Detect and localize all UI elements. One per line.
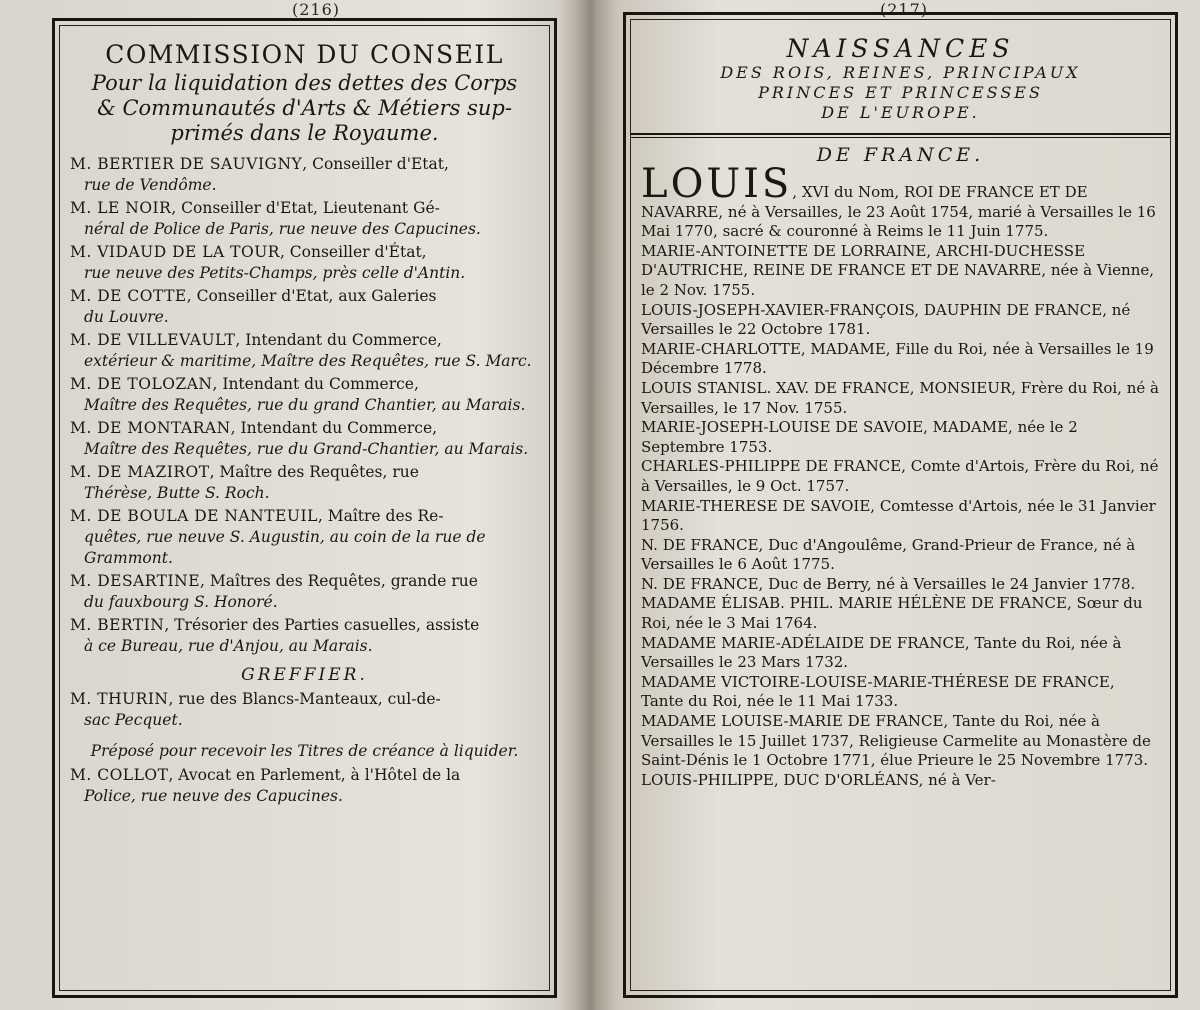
subtitle-line: primés dans le Royaume.: [170, 121, 439, 145]
commission-member-entry: [70, 615, 539, 657]
entry-name: M. BERTIN: [70, 616, 165, 634]
entry-continuation: du fauxbourg S. Honoré.: [84, 593, 278, 611]
birth-entry: MADAME ÉLISAB. PHIL. MARIE HÉLÈNE DE FRANCE, Sœur du Roi, née le 3 Mai 1764.: [641, 594, 1143, 633]
entry-text: , Trésorier des Parties casuelles, assiste: [164, 616, 480, 634]
commission-member-entry: [70, 154, 539, 196]
birth-entry: LOUIS-JOSEPH-XAVIER-FRANÇOIS, DAUPHIN DE FRANCE, né Versailles le 22 Octobre 1781.: [641, 300, 1131, 339]
commission-member-entry: [70, 242, 539, 284]
entry-continuation: Thérèse, Butte S. Roch.: [84, 484, 270, 502]
commission-member-entry: [70, 330, 539, 372]
entry-text: , Conseiller d'État,: [279, 243, 427, 261]
entry-continuation: sac Pecquet.: [84, 711, 183, 729]
entry-text: , rue des Blancs-Manteaux, cul-de-: [168, 690, 441, 708]
entry-continuation: extérieur & maritime, Maître des Requêtes, rue S. Marc.: [84, 352, 532, 370]
right-page-frame: [623, 12, 1178, 998]
entry-name: M. DE TOLOZAN: [70, 375, 213, 393]
entry-text: , Maître des Requêtes, rue: [209, 463, 419, 481]
birth-entry: LOUIS STANISL. XAV. DE FRANCE, MONSIEUR, Frère du Roi, né à Versailles, le 17 Nov. 1755.: [641, 378, 1159, 417]
birth-entry: CHARLES-PHILIPPE DE FRANCE, Comte d'Artois, Frère du Roi, né à Versailles, le 9 Oct. 1757.: [641, 457, 1159, 495]
right-page-title: NAISSANCES: [786, 34, 1015, 63]
entry-text: , Conseiller d'Etat, Lieutenant Gé-: [171, 199, 440, 217]
birth-entry: MARIE-ANTOINETTE DE LORRAINE, ARCHI-DUCHESSE D'AUTRICHE, REINE DE FRANCE ET DE NAVARRE, née à Vienne, le 2 Nov. 1755.: [641, 241, 1155, 299]
birth-entry: N. DE FRANCE, Duc d'Angoulême, Grand-Prieur de France, né à Versailles le 6 Août 1775.: [641, 535, 1136, 574]
section-heading: DE FRANCE.: [816, 144, 985, 166]
right-page-subtitle: [641, 63, 1160, 123]
entry-name: M. COLLOT: [70, 766, 169, 784]
entry-text: , Maîtres des Requêtes, grande rue: [200, 572, 478, 590]
entry-continuation: rue de Vendôme.: [84, 176, 217, 194]
left-page-frame: [52, 18, 557, 998]
birth-entry: MARIE-CHARLOTTE, MADAME, Fille du Roi, née à Versailles le 19 Décembre 1778.: [641, 339, 1154, 378]
subtitle-line: & Communautés d'Arts & Métiers sup-: [97, 96, 512, 120]
commission-member-entry: [70, 198, 539, 240]
birth-entry: MADAME VICTOIRE-LOUISE-MARIE-THÉRESE DE FRANCE, Tante du Roi, née le 11 Mai 1733.: [641, 672, 1115, 711]
entry-text: , Maître des Re-: [317, 507, 444, 525]
greffier-heading: GREFFIER.: [241, 665, 368, 685]
entry-text: , Avocat en Parlement, à l'Hôtel de la: [168, 766, 461, 784]
birth-entry-list: [641, 242, 1160, 791]
subtitle-line: DE L'EUROPE.: [821, 103, 980, 122]
entry-continuation: du Louvre.: [84, 308, 169, 326]
subtitle-line: DES ROIS, REINES, PRINCIPAUX: [720, 63, 1081, 82]
commission-member-list: [70, 154, 539, 657]
entry-text: , Intendant du Commerce,: [230, 419, 438, 437]
commission-member-entry: [70, 374, 539, 416]
entry-name: M. DE BOULA DE NANTEUIL: [70, 507, 318, 525]
entry-text: , Intendant du Commerce,: [212, 375, 419, 393]
left-page-number: (216): [292, 0, 341, 19]
commission-member-entry: [70, 418, 539, 460]
birth-entry: MADAME MARIE-ADÉLAIDE DE FRANCE, Tante du Roi, née à Versailles le 23 Mars 1732.: [641, 633, 1122, 672]
entry-continuation: à ce Bureau, rue d'Anjou, au Marais.: [84, 637, 373, 655]
entry-continuation: quêtes, rue neuve S. Augustin, au coin de la rue de Grammont.: [84, 528, 486, 567]
dropcap-name: LOUIS: [641, 161, 793, 207]
left-page-content: [59, 25, 550, 991]
entry-continuation: Maître des Requêtes, rue du grand Chantier, au Marais.: [84, 396, 526, 414]
entry-continuation: néral de Police de Paris, rue neuve des Capucines.: [84, 220, 481, 238]
entry-name: M. THURIN: [70, 690, 169, 708]
entry-name: M. BERTIER DE SAUVIGNY: [70, 155, 303, 173]
book-spine: [560, 0, 620, 1010]
subtitle-line: PRINCES ET PRINCESSES: [758, 83, 1043, 102]
birth-entry: N. DE FRANCE, Duc de Berry, né à Versailles le 24 Janvier 1778.: [641, 574, 1136, 593]
collot-entry: [70, 765, 539, 807]
prepose-text: Préposé pour recevoir les Titres de créance à liquider.: [90, 742, 519, 760]
subtitle-line: Pour la liquidation des dettes des Corps: [91, 71, 518, 95]
entry-text: , XVI du Nom, ROI DE FRANCE ET DE NAVARRE, né à Versailles, le 23 Août 1754, marié à Versailles le 16 Mai 1770, sacré & couronné à Reims le 11 Juin 1775.: [641, 183, 1156, 241]
entry-name: M. DE MONTARAN: [70, 419, 231, 437]
commission-member-entry: [70, 286, 539, 328]
birth-entry: LOUIS-PHILIPPE, DUC D'ORLÉANS, né à Ver-: [641, 770, 996, 789]
birth-entry: MARIE-JOSEPH-LOUISE DE SAVOIE, MADAME, née le 2 Septembre 1753.: [641, 418, 1078, 456]
entry-text: , Conseiller d'Etat,: [302, 155, 449, 173]
entry-name: M. LE NOIR: [70, 199, 172, 217]
birth-entry: MARIE-THERESE DE SAVOIE, Comtesse d'Artois, née le 31 Janvier 1756.: [641, 496, 1156, 535]
right-page-number: (217): [880, 0, 929, 19]
right-page-content: [630, 19, 1171, 991]
entry-continuation: Police, rue neuve des Capucines.: [84, 787, 343, 805]
entry-continuation: rue neuve des Petits-Champs, près celle d'Antin.: [84, 264, 466, 282]
entry-name: M. DE VILLEVAULT: [70, 331, 236, 349]
birth-entry: MADAME LOUISE-MARIE DE FRANCE, Tante du Roi, née à Versailles le 15 Juillet 1737, Religieuse Carmelite au Monastère de Saint-Dénis le 1 Octobre 1771, élue Prieure le 25 Novembre 1773.: [641, 712, 1151, 770]
entry-name: M. DE COTTE: [70, 287, 187, 305]
greffier-entry: [70, 689, 539, 731]
commission-member-entry: [70, 571, 539, 613]
left-page-title: COMMISSION DU CONSEIL: [105, 40, 504, 69]
entry-name: M. DESARTINE: [70, 572, 201, 590]
entry-text: , Conseiller d'Etat, aux Galeries: [186, 287, 437, 305]
commission-member-entry: [70, 506, 539, 569]
first-birth-entry: [641, 161, 1160, 242]
entry-name: M. VIDAUD DE LA TOUR: [70, 243, 280, 261]
commission-member-entry: [70, 462, 539, 504]
entry-text: , Intendant du Commerce,: [235, 331, 442, 349]
entry-name: M. DE MAZIROT: [70, 463, 210, 481]
left-page-subtitle: [70, 71, 539, 146]
entry-continuation: Maître des Requêtes, rue du Grand-Chantier, au Marais.: [84, 440, 529, 458]
double-rule-divider: [631, 133, 1170, 138]
